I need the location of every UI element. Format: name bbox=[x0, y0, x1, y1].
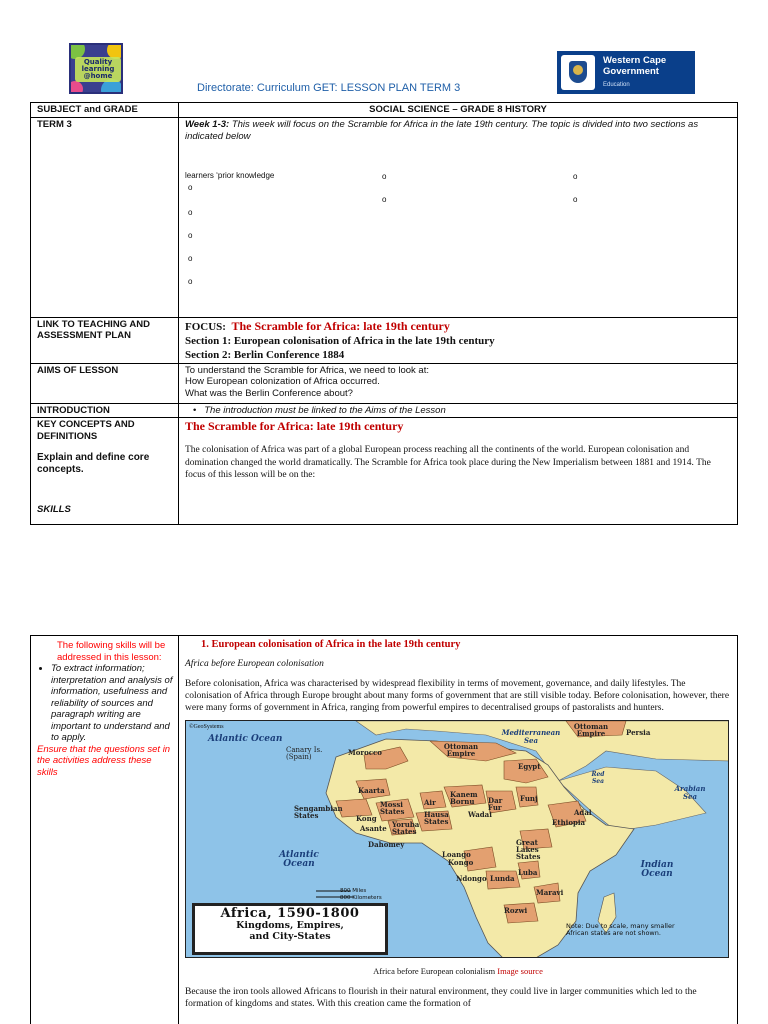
state-label: Mossi States bbox=[380, 800, 405, 816]
map-title-box bbox=[192, 903, 388, 955]
state-label: Rozwi bbox=[504, 906, 528, 915]
state-label: Dahomey bbox=[368, 840, 405, 849]
section2: Section 2: Berlin Conference 1884 bbox=[185, 348, 345, 361]
state-label: Luba bbox=[518, 868, 538, 877]
scale-miles: 800 Miles bbox=[340, 888, 367, 894]
section1: Section 1: European colonisation of Africa in the late 19th century bbox=[185, 334, 495, 347]
aims-cell bbox=[179, 363, 738, 403]
skills-list bbox=[51, 663, 174, 744]
caption-text: Africa before European colonialism bbox=[373, 966, 496, 976]
link-label: LINK TO TEACHING AND ASSESSMENT PLAN bbox=[31, 317, 179, 363]
map-caption bbox=[185, 966, 731, 978]
ocean-label: Atlantic Ocean bbox=[279, 850, 319, 869]
aims-line: How European colonization of Africa occurred. bbox=[185, 376, 380, 387]
state-label: Yoruba States bbox=[392, 820, 420, 836]
state-label: Lunda bbox=[490, 874, 515, 883]
skills-label: SKILLS bbox=[37, 504, 71, 515]
state-label: Egypt bbox=[518, 762, 541, 771]
map-subtitle-1: Kingdoms, Empires, bbox=[236, 919, 344, 931]
section-table bbox=[30, 635, 738, 1024]
state-label: Funj bbox=[520, 794, 538, 803]
subheading: Africa before European colonisation bbox=[185, 658, 324, 669]
skills-bullet: • To extract information; interpretation and analysis of information, usefulness and reliability of sources and paragraph writing are important to understand and to apply. bbox=[51, 663, 174, 744]
term-week: Week 1-3: bbox=[185, 118, 230, 130]
bullet: o bbox=[188, 230, 193, 240]
state-label: Asante bbox=[360, 824, 387, 833]
paragraph-2: Because the iron tools allowed Africans to flourish in their natural environment, they could live in larger communities which led to the formation of kingdoms and states. With this creation came the formation of bbox=[185, 986, 697, 1009]
state-label: Ottoman Empire bbox=[443, 742, 479, 758]
map-title: Africa, 1590-1800 bbox=[220, 906, 360, 921]
state-label: Maravi bbox=[536, 888, 564, 897]
ocean-label: Atlantic Ocean bbox=[208, 734, 283, 744]
state-label: Adal bbox=[574, 808, 592, 817]
section-content bbox=[179, 636, 738, 1024]
subject-value: SOCIAL SCIENCE – GRADE 8 HISTORY bbox=[179, 103, 738, 118]
state-label: Loango bbox=[442, 850, 471, 859]
ocean-label: Mediterranean Sea bbox=[501, 728, 561, 745]
key-paragraph: The colonisation of Africa was part of a global European process reaching all the continents of the world. European colonisation and domination changed the world dramatically. The Scramble for Africa took place during the New Imperialism between 1881 and 1914. The focus of this lesson will be on the: bbox=[185, 445, 711, 480]
term-text: This week will focus on the Scramble for Africa in the late 19th century. The topic is divided into two sections as indicated below bbox=[185, 118, 699, 142]
prior-knowledge: learners ‘prior knowledge bbox=[185, 170, 275, 180]
map-note: Note: Due to scale, many smaller African states are not shown. bbox=[566, 922, 675, 937]
aims-line: What was the Berlin Conference about? bbox=[185, 387, 353, 399]
key-concepts-cell bbox=[31, 418, 179, 525]
term-label: TERM 3 bbox=[31, 117, 179, 317]
wcg-line3: Education bbox=[603, 82, 630, 88]
map-subtitle-2: and City-States bbox=[249, 930, 331, 942]
state-label: Ottoman Empire bbox=[573, 722, 609, 738]
bullet: o bbox=[573, 194, 578, 204]
quality-learning-logo bbox=[69, 43, 123, 94]
intro-cell: • The introduction must be linked to the Aims of the Lesson bbox=[179, 403, 738, 418]
wcg-line1: Western Cape bbox=[603, 55, 667, 66]
bullet: o bbox=[382, 194, 387, 204]
section-heading: 1. European colonisation of Africa in the late 19th century bbox=[201, 639, 461, 650]
state-label: Air bbox=[424, 798, 436, 807]
bullet: o bbox=[188, 207, 193, 217]
state-label: Kong bbox=[356, 814, 377, 823]
bullet: o bbox=[188, 253, 193, 263]
focus-label: FOCUS: bbox=[185, 320, 226, 333]
coat-of-arms-icon bbox=[561, 55, 595, 90]
key-content-cell bbox=[179, 418, 738, 525]
scale-km: 800 Kilometers bbox=[340, 895, 382, 901]
ocean-label: Indian Ocean bbox=[640, 860, 674, 879]
logo-text: Quality learning @home bbox=[75, 57, 121, 82]
subject-label: SUBJECT and GRADE bbox=[31, 103, 179, 118]
ocean-label: Arabian Sea bbox=[674, 784, 706, 801]
aims-line: To understand the Scramble for Africa, we need to look at: bbox=[185, 364, 429, 376]
western-cape-government-logo bbox=[557, 51, 695, 94]
intro-text: The introduction must be linked to the Aims of the Lesson bbox=[204, 404, 446, 416]
state-label: Canary Is. (Spain) bbox=[286, 746, 323, 761]
state-label: Persia bbox=[626, 728, 651, 737]
term-description bbox=[185, 119, 731, 143]
intro-label: INTRODUCTION bbox=[31, 403, 179, 418]
aims-label: AIMS OF LESSON bbox=[31, 363, 179, 403]
focus-cell bbox=[179, 317, 738, 363]
state-label: Kongo bbox=[448, 858, 474, 867]
term-cell bbox=[179, 117, 738, 317]
key-label: KEY CONCEPTS AND DEFINITIONS bbox=[37, 419, 135, 442]
skills-cell bbox=[31, 636, 179, 1024]
state-label: Dar Fur bbox=[488, 796, 503, 812]
skills-intro: The following skills will be addressed in this lesson: bbox=[57, 640, 166, 663]
state-label: Wadai bbox=[468, 810, 492, 819]
lesson-plan-table bbox=[30, 102, 738, 525]
state-label: Hausa States bbox=[424, 810, 449, 826]
bullet: o bbox=[573, 171, 578, 181]
wcg-line2: Government bbox=[603, 66, 659, 77]
key-title: The Scramble for Africa: late 19th century bbox=[185, 419, 404, 433]
map-scale bbox=[316, 888, 382, 902]
directorate-title: Directorate: Curriculum GET: LESSON PLAN TERM 3 bbox=[197, 82, 461, 94]
state-label: Morocco bbox=[348, 748, 382, 757]
map-copyright: ©GeoSystems bbox=[189, 724, 224, 730]
state-label: Ndongo bbox=[456, 874, 487, 883]
state-label: Kanem Bornu bbox=[450, 790, 478, 806]
explain-label: Explain and define core concepts. bbox=[37, 452, 150, 475]
state-label: Sengambian States bbox=[294, 804, 343, 820]
state-label: Ethiopia bbox=[552, 818, 586, 827]
africa-map bbox=[185, 720, 729, 958]
state-label: Great Lakes States bbox=[516, 838, 541, 861]
bullet: o bbox=[188, 276, 193, 286]
paragraph-1: Before colonisation, Africa was characterised by widespread flexibility in terms of movement, governance, and daily lifestyles. The colonisation of Africa through Europe brought about many forms of government that are still visible today. Before colonisation, however, there were many forms of government in Africa, ranging from powerful empires to decentralised groups of pastoralists and hunters. bbox=[185, 679, 730, 713]
bullet: o bbox=[382, 171, 387, 181]
state-label: Kaarta bbox=[358, 786, 385, 795]
focus-title: The Scramble for Africa: late 19th century bbox=[231, 318, 450, 333]
ocean-label: Red Sea bbox=[591, 771, 605, 785]
bullet: o bbox=[188, 182, 193, 192]
image-source-link[interactable]: Image source bbox=[497, 966, 543, 976]
skills-note: Ensure that the questions set in the activities address these skills bbox=[37, 743, 171, 778]
